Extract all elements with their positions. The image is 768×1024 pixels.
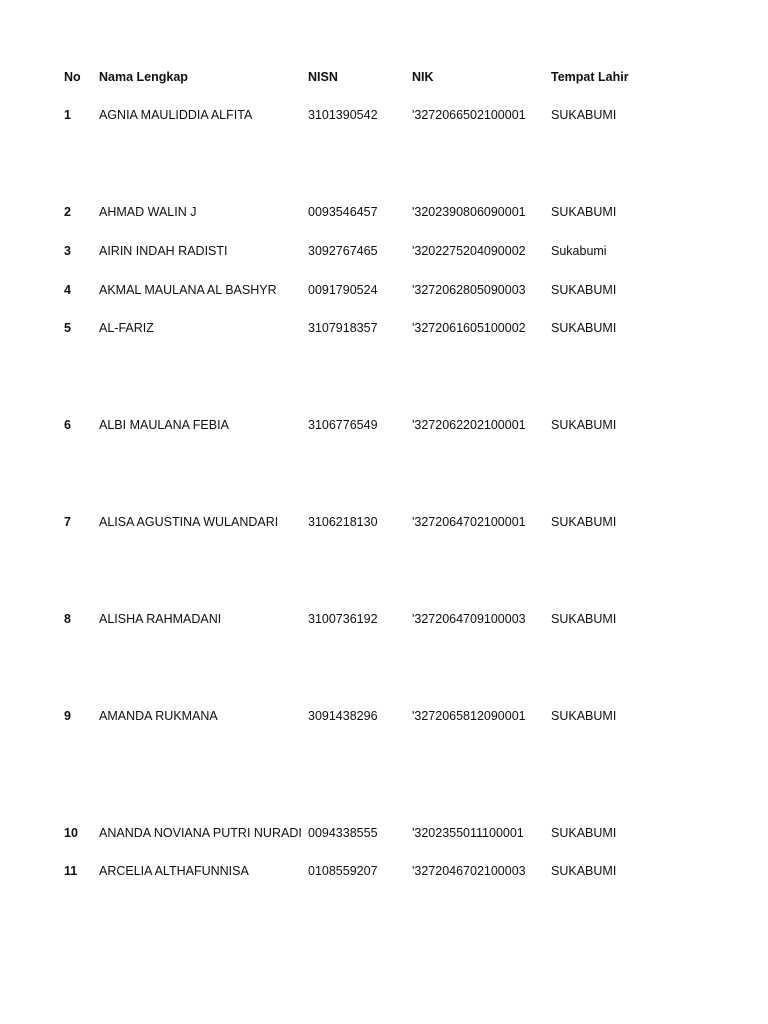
row-number: 1: [64, 108, 71, 122]
row-number: 10: [64, 826, 78, 840]
row-name: AIRIN INDAH RADISTI: [99, 244, 228, 258]
row-nik: '3272064702100001: [412, 515, 526, 529]
header-name: Nama Lengkap: [99, 70, 188, 84]
row-name: ALISHA RAHMADANI: [99, 612, 222, 626]
row-nik: '3202275204090002: [412, 244, 526, 258]
table-header-row: [0, 67, 768, 87]
row-nik: '3272062805090003: [412, 283, 526, 297]
table-row: [0, 861, 768, 881]
row-nisn: 0094338555: [308, 826, 378, 840]
table-row: [0, 415, 768, 435]
row-number: 7: [64, 515, 71, 529]
row-number: 8: [64, 612, 71, 626]
row-nisn: 3101390542: [308, 108, 378, 122]
row-nik: '3272062202100001: [412, 418, 526, 432]
row-birthplace: SUKABUMI: [551, 108, 617, 122]
row-number: 3: [64, 244, 71, 258]
row-nisn: 3107918357: [308, 321, 378, 335]
row-number: 4: [64, 283, 71, 297]
row-name: AL-FARIZ: [99, 321, 154, 335]
row-nik: '3272065812090001: [412, 709, 526, 723]
row-birthplace: SUKABUMI: [551, 283, 617, 297]
row-number: 6: [64, 418, 71, 432]
row-nisn: 3100736192: [308, 612, 378, 626]
row-birthplace: SUKABUMI: [551, 321, 617, 335]
row-nisn: 0093546457: [308, 205, 378, 219]
table-row: [0, 609, 768, 629]
row-nik: '3272046702100003: [412, 864, 526, 878]
row-nik: '3202355011100001: [412, 826, 524, 840]
row-nik: '3272066502100001: [412, 108, 526, 122]
row-number: 2: [64, 205, 71, 219]
row-name: AGNIA MAULIDDIA ALFITA: [99, 108, 253, 122]
table-row: [0, 706, 768, 726]
row-number: 9: [64, 709, 71, 723]
row-nisn: 0091790524: [308, 283, 378, 297]
row-name: ANANDA NOVIANA PUTRI NURADI: [99, 826, 302, 840]
table-row: [0, 241, 768, 261]
row-birthplace: Sukabumi: [551, 244, 607, 258]
row-birthplace: SUKABUMI: [551, 826, 617, 840]
header-nisn: NISN: [308, 70, 338, 84]
row-name: ALBI MAULANA FEBIA: [99, 418, 229, 432]
row-nisn: 3091438296: [308, 709, 378, 723]
row-nik: '3272061605100002: [412, 321, 526, 335]
table-row: [0, 512, 768, 532]
row-birthplace: SUKABUMI: [551, 612, 617, 626]
row-name: ARCELIA ALTHAFUNNISA: [99, 864, 249, 878]
row-nisn: 3106218130: [308, 515, 378, 529]
row-birthplace: SUKABUMI: [551, 864, 617, 878]
row-number: 11: [64, 864, 78, 878]
header-nik: NIK: [412, 70, 434, 84]
row-name: AKMAL MAULANA AL BASHYR: [99, 283, 277, 297]
row-birthplace: SUKABUMI: [551, 418, 617, 432]
row-birthplace: SUKABUMI: [551, 709, 617, 723]
row-name: AHMAD WALIN J: [99, 205, 197, 219]
row-nisn: 3106776549: [308, 418, 378, 432]
row-nik: '3272064709100003: [412, 612, 526, 626]
table-row: [0, 823, 768, 843]
row-birthplace: SUKABUMI: [551, 205, 617, 219]
table-row: [0, 280, 768, 300]
header-no: No: [64, 70, 81, 84]
table-row: [0, 202, 768, 222]
row-name: ALISA AGUSTINA WULANDARI: [99, 515, 279, 529]
row-name: AMANDA RUKMANA: [99, 709, 218, 723]
row-birthplace: SUKABUMI: [551, 515, 617, 529]
row-nik: '3202390806090001: [412, 205, 526, 219]
row-nisn: 3092767465: [308, 244, 378, 258]
row-nisn: 0108559207: [308, 864, 378, 878]
table-row: [0, 318, 768, 338]
row-number: 5: [64, 321, 71, 335]
header-birthplace: Tempat Lahir: [551, 70, 629, 84]
table-row: [0, 105, 768, 125]
